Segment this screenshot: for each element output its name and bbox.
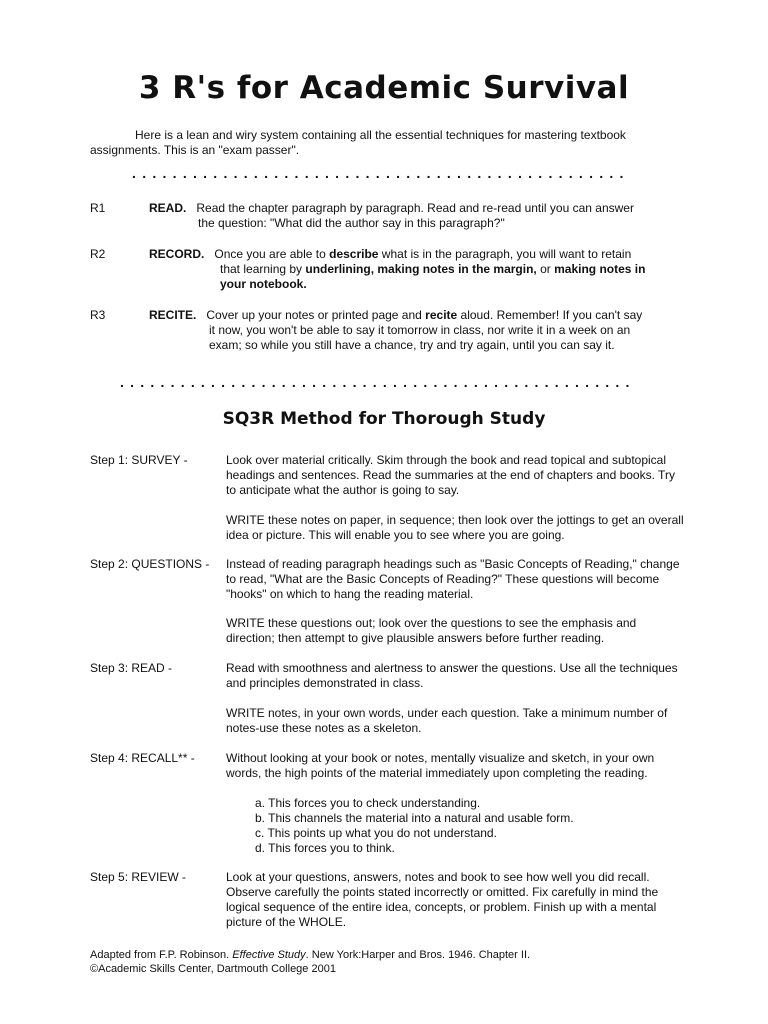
r3-recite: recite [425, 308, 458, 322]
step1-paragraph1: Look over material critically. Skim through the book and read topical and subtopical headings and sentences. Read the summaries at the end of chapters and books. Try to anticipate what the author is going to say. [226, 453, 675, 497]
r1-label: R1 [90, 201, 106, 215]
r1-body [149, 201, 689, 216]
step3-label: Step 3: READ - [90, 661, 173, 675]
step1-label: Step 1: SURVEY - [90, 453, 188, 467]
citation-publisher: . New York:Harper and Bros. 1946. Chapter II. [305, 949, 531, 961]
dotted-divider-bottom: . . . . . . . . . . . . . . . . . . . . . . . . . . . . . . . . . . . . . . . . . . . . . . . . . . . [120, 374, 630, 390]
step2-paragraph2: WRITE these questions out; look over the questions to see the emphasis and direction; then attempt to give plausible answers before further reading. [226, 616, 637, 645]
r3-line3: exam; so while you still have a chance, try and try again, until you can say it. [209, 338, 615, 352]
citation-text: Adapted from F.P. Robinson. [90, 949, 233, 961]
dotted-divider-top: . . . . . . . . . . . . . . . . . . . . . . . . . . . . . . . . . . . . . . . . . . . . . . . . . [132, 165, 624, 181]
r3-line1-rest: aloud. Remember! If you can't say [457, 308, 643, 322]
intro-text: Here is a lean and wiry system containing all the essential techniques for mastering textbook assignments. This is an "exam passer". [90, 128, 626, 157]
r3-keyword: RECITE. [149, 308, 197, 322]
r1-line2: the question: "What did the author say in this paragraph?" [198, 216, 505, 230]
r2-making-notes: making notes in [554, 262, 646, 276]
r2-line2 [220, 262, 645, 277]
r2-body [149, 247, 689, 262]
r3-line2: it now, you won't be able to say it tomorrow in class, nor write it in a week on an [209, 323, 631, 337]
step4-paragraph1: Without looking at your book or notes, mentally visualize and sketch, in your own words, the high points of the material immediately upon completing the reading. [226, 751, 655, 780]
citation-book-title: Effective Study [232, 949, 306, 961]
step4-label: Step 4: RECALL** - [90, 751, 195, 765]
r2-or: or [536, 262, 555, 276]
page-title: 3 R's for Academic Survival [138, 70, 630, 106]
step3-paragraph1: Read with smoothness and alertness to answer the questions. Use all the techniques and principles demonstrated in class. [226, 661, 678, 690]
footer [90, 948, 530, 976]
intro-paragraph [90, 128, 690, 158]
list-item: a. This forces you to check understanding. [255, 796, 481, 810]
r2-label: R2 [90, 247, 106, 261]
footer-copyright: ©Academic Skills Center, Dartmouth College 2001 [90, 963, 336, 975]
r3-line1-text: Cover up your notes or printed page and [206, 308, 426, 322]
step2-paragraph1: Instead of reading paragraph headings such as "Basic Concepts of Reading," change to read, "What are the Basic Concepts of Reading?" These questions will become "hooks" on which to hang the reading material. [226, 557, 680, 601]
section-subtitle: SQ3R Method for Thorough Study [222, 409, 546, 429]
r2-notebook: your notebook. [220, 277, 307, 291]
step4-list [255, 796, 574, 856]
step2-label: Step 2: QUESTIONS - [90, 557, 210, 571]
r2-line1-text: Once you are able to [214, 247, 330, 261]
footer-citation [90, 948, 530, 962]
r2-line1-rest: what is in the paragraph, you will want to retain [378, 247, 632, 261]
r1-keyword: READ. [149, 201, 187, 215]
r3-body [149, 308, 689, 323]
step5-label: Step 5: REVIEW - [90, 870, 187, 884]
list-item: d. This forces you to think. [255, 841, 395, 855]
list-item: c. This points up what you do not understand. [255, 826, 497, 840]
list-item: b. This channels the material into a natural and usable form. [255, 811, 574, 825]
step5-paragraph1: Look at your questions, answers, notes and book to see how well you did recall. Observe carefully the points stated incorrectly or omitted. Fix carefully in mind the logical sequence of the entire idea, concepts, or problem. Finish up with a mental picture of the WHOLE. [226, 870, 659, 929]
step3-paragraph2: WRITE notes, in your own words, under each question. Take a minimum number of notes-use these notes as a skeleton. [226, 706, 668, 735]
r2-line3 [220, 277, 307, 292]
step1-paragraph2: WRITE these notes on paper, in sequence; then look over the jottings to get an overall idea or picture. This will enable you to see where you are going. [226, 513, 684, 542]
r2-underlining: underlining, making notes in the margin, [305, 262, 537, 276]
r3-label: R3 [90, 308, 106, 322]
r2-keyword: RECORD. [149, 247, 205, 261]
r1-line1: Read the chapter paragraph by paragraph. Read and re-read until you can answer [196, 201, 634, 215]
r2-line2-text: that learning by [220, 262, 306, 276]
r2-describe: describe [329, 247, 379, 261]
